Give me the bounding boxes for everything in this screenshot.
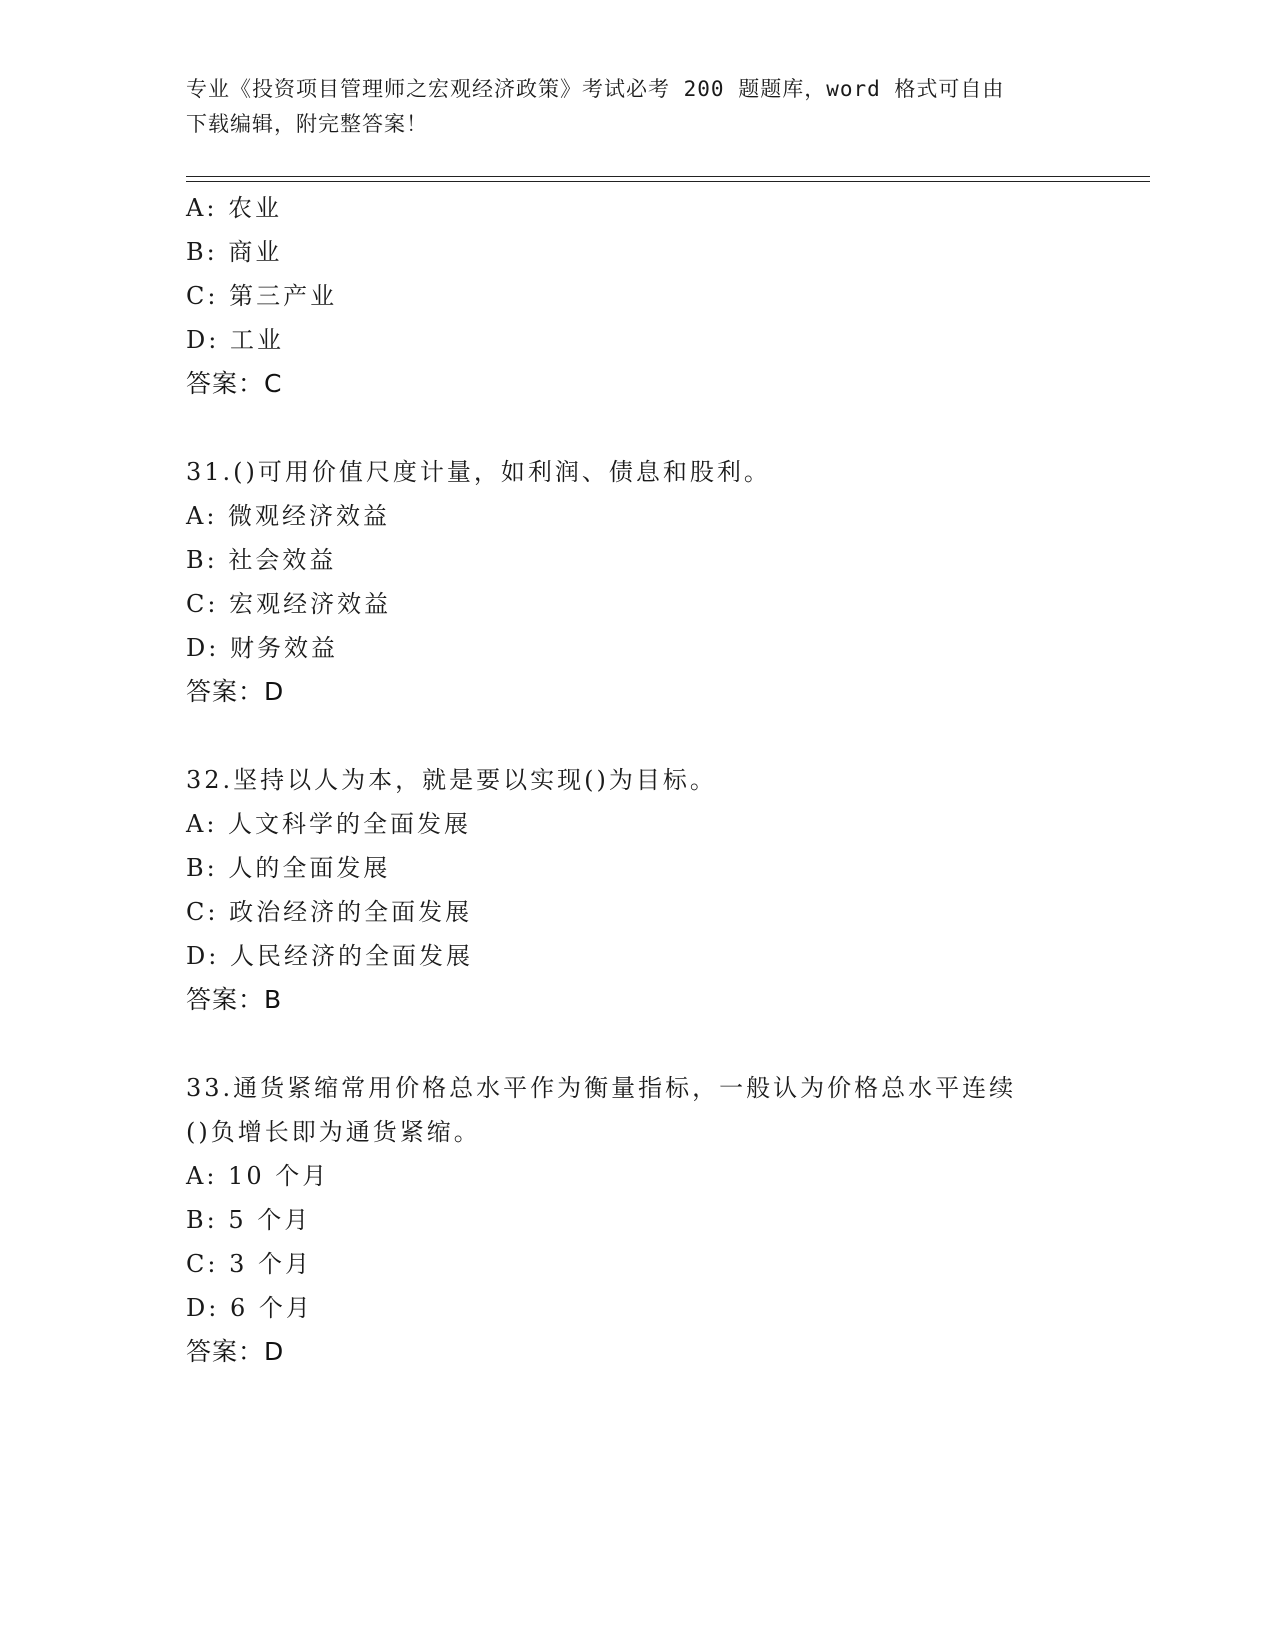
q32-answer: 答案：B bbox=[186, 985, 283, 1014]
q31-option-d: D: 财务效益 bbox=[186, 634, 338, 662]
prev-option-a: A: 农业 bbox=[186, 194, 283, 222]
q33-option-c: C: 3 个月 bbox=[186, 1250, 312, 1278]
q32-question: 32.坚持以人为本，就是要以实现()为目标。 bbox=[186, 766, 717, 794]
q33-option-a: A: 10 个月 bbox=[186, 1162, 330, 1190]
q32-option-d: D: 人民经济的全面发展 bbox=[186, 942, 473, 970]
q31-answer: 答案：D bbox=[186, 677, 285, 706]
prev-option-c: C: 第三产业 bbox=[186, 282, 338, 310]
header-divider-bottom bbox=[186, 181, 1150, 182]
q33-option-b: B: 5 个月 bbox=[186, 1206, 312, 1234]
q32-option-a: A: 人文科学的全面发展 bbox=[186, 810, 472, 838]
prev-option-d: D: 工业 bbox=[186, 326, 284, 354]
q31-option-a: A: 微观经济效益 bbox=[186, 502, 391, 530]
q33-answer: 答案：D bbox=[186, 1337, 285, 1366]
q32-option-b: B: 人的全面发展 bbox=[186, 854, 391, 882]
prev-option-b: B: 商业 bbox=[186, 238, 283, 266]
q33-question-line-2: ()负增长即为通货紧缩。 bbox=[186, 1118, 481, 1146]
q31-question: 31.()可用价值尺度计量，如利润、债息和股利。 bbox=[186, 458, 771, 486]
header-divider-top bbox=[186, 176, 1150, 177]
q31-option-c: C: 宏观经济效益 bbox=[186, 590, 392, 618]
prev-answer: 答案：C bbox=[186, 369, 283, 398]
q33-question-line-1: 33.通货紧缩常用价格总水平作为衡量指标，一般认为价格总水平连续 bbox=[186, 1074, 1017, 1102]
header-line-2: 下载编辑，附完整答案！ bbox=[186, 112, 428, 136]
q32-option-c: C: 政治经济的全面发展 bbox=[186, 898, 473, 926]
header-line-1: 专业《投资项目管理师之宏观经济政策》考试必考 200 题题库，word 格式可自由 bbox=[186, 77, 1005, 101]
q31-option-b: B: 社会效益 bbox=[186, 546, 337, 574]
document-header bbox=[186, 72, 1066, 142]
q33-option-d: D: 6 个月 bbox=[186, 1294, 313, 1322]
